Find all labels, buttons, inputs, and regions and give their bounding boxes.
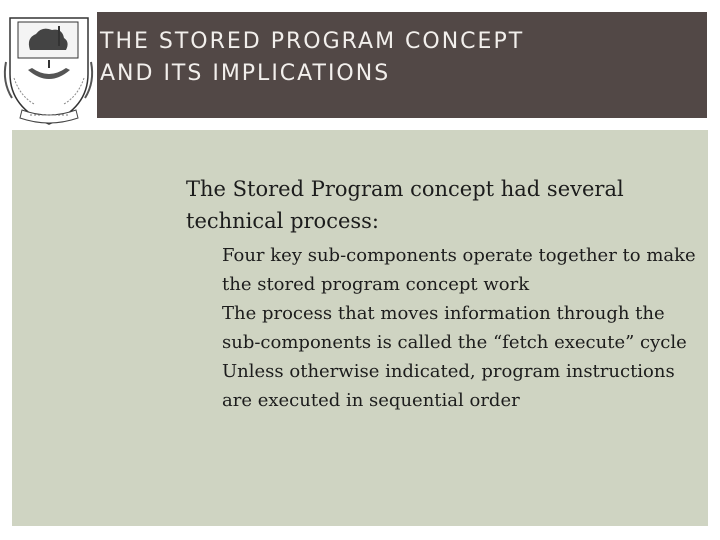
- sub-point-1: Four key sub-components operate together to make the stored program concept work: [222, 245, 696, 295]
- slide-title-line-2: AND ITS IMPLICATIONS: [100, 61, 391, 86]
- main-point: The Stored Program concept had several technical process:: [186, 177, 624, 233]
- slide-title: [100, 26, 524, 90]
- sub-point-3: Unless otherwise indicated, program instructions are executed in sequential order: [222, 361, 675, 411]
- sub-point-2: The process that moves information through the sub-components is called the “fetch execute” cycle: [222, 303, 687, 353]
- sub-point-list: [222, 241, 702, 415]
- college-crest-icon: [0, 12, 97, 130]
- slide-title-line-1: THE STORED PROGRAM CONCEPT: [100, 29, 525, 54]
- college-logo: [0, 12, 97, 130]
